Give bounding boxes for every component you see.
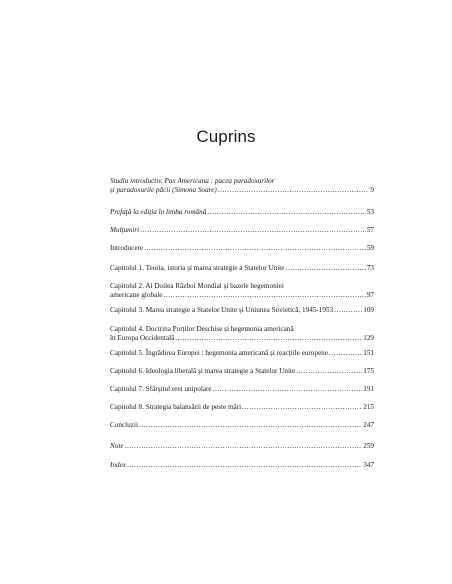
toc-entry[interactable] xyxy=(110,403,374,412)
toc-entry-title: Index xyxy=(110,461,126,469)
toc-entry[interactable] xyxy=(110,177,374,194)
dot-leader xyxy=(285,264,365,273)
toc-entry[interactable] xyxy=(110,306,374,315)
toc-entry[interactable] xyxy=(110,208,374,217)
toc-page-number: 97 xyxy=(366,290,374,299)
toc-entry[interactable] xyxy=(110,349,374,358)
dot-leader xyxy=(127,461,362,470)
dot-leader xyxy=(242,403,362,412)
toc-entry[interactable] xyxy=(110,226,374,235)
dot-leader xyxy=(144,244,366,253)
toc-entry[interactable] xyxy=(110,264,374,273)
page-title: Cuprins xyxy=(196,127,256,146)
toc-page-number: 109 xyxy=(363,306,374,314)
toc-entry[interactable] xyxy=(110,282,374,299)
toc-entry[interactable] xyxy=(110,385,374,394)
toc-entry-title: Capitolul 7. Sfârșitul erei unipolare xyxy=(110,385,212,393)
dot-leader xyxy=(334,306,362,315)
toc-entry-title: Capitolul 8. Strategia balansării de peste mări xyxy=(110,403,242,411)
toc-entry-title: în Europa Occidentală xyxy=(110,333,175,342)
toc-entry-title: Studiu introductiv. Pax Americana : pacea paradoxurilor xyxy=(110,177,275,185)
toc-page-number: 59 xyxy=(366,244,374,252)
toc-page-number: 73 xyxy=(366,264,374,272)
dot-leader xyxy=(125,442,363,451)
toc-page-number: 175 xyxy=(363,367,374,375)
toc-entry-title: Mulțumiri xyxy=(110,226,140,234)
toc-page-number: 215 xyxy=(363,403,374,411)
toc-page-number: 53 xyxy=(366,208,374,216)
dot-leader xyxy=(139,421,362,430)
dot-leader xyxy=(329,349,362,358)
toc-page-number: 191 xyxy=(363,385,374,393)
toc-entry-title: americane globale xyxy=(110,290,163,299)
dot-leader xyxy=(296,367,362,376)
toc-entry[interactable] xyxy=(110,367,374,376)
toc-entry-title: Note xyxy=(110,442,124,450)
toc-entry-title: și paradoxurile păcii (Simona Soare) xyxy=(110,185,217,194)
dot-leader xyxy=(163,291,365,300)
toc-entry-title: Capitolul 2. Al Doilea Război Mondial și bazele hegemoniei xyxy=(110,282,284,290)
toc-entry-title: Capitolul 1. Teoria, istoria și marea strategie a Statelor Unite xyxy=(110,264,285,272)
toc-page-number: 9 xyxy=(370,185,374,194)
toc-entry[interactable] xyxy=(110,442,374,451)
dot-leader xyxy=(213,385,363,394)
toc-entry-title: Capitolul 5. Îngrădirea Europei : hegemonia americană și reacțiile europene xyxy=(110,349,328,357)
dot-leader xyxy=(218,186,370,195)
dot-leader xyxy=(175,334,362,343)
toc-entry[interactable] xyxy=(110,325,374,342)
toc-entry[interactable] xyxy=(110,244,374,253)
table-of-contents xyxy=(110,0,374,584)
toc-entry-title: Capitolul 6. Ideologia liberală și marea strategie a Statelor Unite xyxy=(110,367,296,375)
toc-entry[interactable] xyxy=(110,421,374,430)
toc-page-number: 247 xyxy=(363,421,374,429)
toc-entry[interactable] xyxy=(110,461,374,470)
toc-page-number: 57 xyxy=(366,226,374,234)
toc-entry-title: Prefață la ediția în limba română xyxy=(110,208,207,216)
toc-entry-title: Capitolul 3. Marea strategie a Statelor Unite și Uniunea Sovietică, 1945-1953 xyxy=(110,306,334,314)
toc-page-number: 151 xyxy=(363,349,374,357)
toc-entry-title: Capitolul 4. Doctrina Porților Deschise și hegemonia americană xyxy=(110,325,294,333)
toc-page-number: 259 xyxy=(363,442,374,450)
toc-entry-title: Concluzii xyxy=(110,421,138,429)
dot-leader xyxy=(207,208,366,217)
toc-page-number: 347 xyxy=(363,461,374,469)
toc-page-number: 129 xyxy=(363,333,374,342)
toc-entry-title: Introducere xyxy=(110,244,144,252)
dot-leader xyxy=(140,226,366,235)
